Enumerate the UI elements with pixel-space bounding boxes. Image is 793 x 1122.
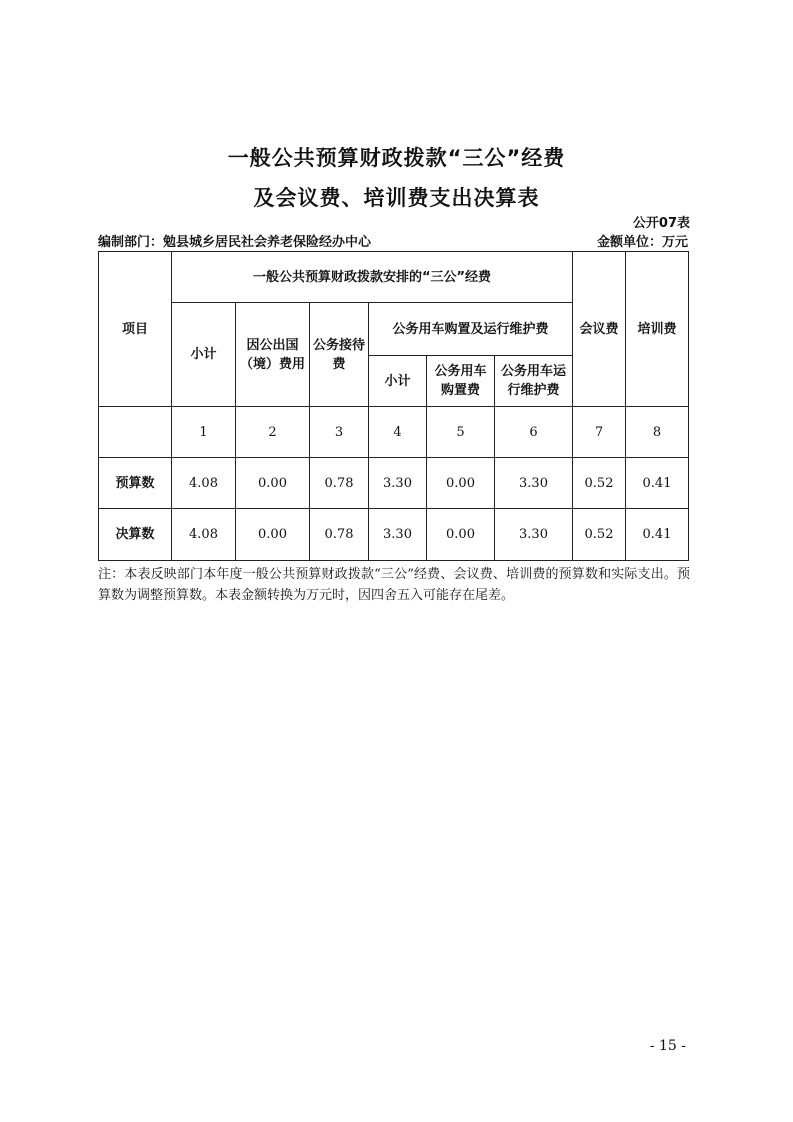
table-note: 注：本表反映部门本年度一般公共预算财政拨款“三公”经费、会议费、培训费的预算数和实际支出。预算数为调整预算数。本表金额转换为万元时，因四舍五入可能存在尾差。 bbox=[98, 567, 690, 603]
cell-value: 0.52 bbox=[573, 458, 626, 509]
cell-value: 0.41 bbox=[626, 509, 689, 561]
table-row bbox=[99, 509, 689, 561]
expenditure-table bbox=[98, 251, 689, 561]
table-code: 公开07表 bbox=[632, 216, 690, 231]
header-item: 项目 bbox=[99, 252, 172, 407]
header-vehicle-subtotal: 小计 bbox=[369, 356, 427, 407]
header-three-public: 一般公共预算财政拨款安排的“三公”经费 bbox=[172, 252, 573, 303]
department-label: 编制部门：勉县城乡居民社会养老保险经办中心 bbox=[98, 235, 372, 250]
table-meta bbox=[98, 231, 688, 250]
cell-value: 0.52 bbox=[573, 509, 626, 561]
cell-value: 0.00 bbox=[427, 458, 495, 509]
title-line-2: 及会议费、培训费支出决算表 bbox=[253, 186, 540, 210]
cell-value: 0.00 bbox=[236, 509, 310, 561]
column-number: 1 bbox=[172, 407, 236, 458]
column-number: 5 bbox=[427, 407, 495, 458]
cell-value: 0.00 bbox=[427, 509, 495, 561]
column-number-row bbox=[99, 407, 689, 458]
column-number: 7 bbox=[573, 407, 626, 458]
header-training: 培训费 bbox=[626, 252, 689, 407]
cell-value: 3.30 bbox=[495, 509, 573, 561]
cell-value: 4.08 bbox=[172, 458, 236, 509]
header-abroad: 因公出国（境）费用 bbox=[236, 303, 310, 407]
row-label-budget: 预算数 bbox=[99, 458, 172, 509]
cell-value: 0.78 bbox=[310, 509, 369, 561]
cell-value: 4.08 bbox=[172, 509, 236, 561]
header-subtotal: 小计 bbox=[172, 303, 236, 407]
column-number: 8 bbox=[626, 407, 689, 458]
header-vehicle-purchase: 公务用车购置费 bbox=[427, 356, 495, 407]
cell-value: 3.30 bbox=[369, 509, 427, 561]
header-reception: 公务接待费 bbox=[310, 303, 369, 407]
column-number: 3 bbox=[310, 407, 369, 458]
table-row bbox=[99, 458, 689, 509]
header-meeting: 会议费 bbox=[573, 252, 626, 407]
page-number: - 15 - bbox=[649, 1038, 686, 1054]
cell-value: 0.78 bbox=[310, 458, 369, 509]
cell-value: 0.00 bbox=[236, 458, 310, 509]
title-line-1: 一般公共预算财政拨款“三公”经费 bbox=[227, 146, 566, 170]
cell-value: 3.30 bbox=[495, 458, 573, 509]
header-vehicle-operation: 公务用车运行维护费 bbox=[495, 356, 573, 407]
column-number: 4 bbox=[369, 407, 427, 458]
row-label-actual: 决算数 bbox=[99, 509, 172, 561]
column-number: 6 bbox=[495, 407, 573, 458]
column-number-blank bbox=[99, 407, 172, 458]
amount-unit-label: 金额单位：万元 bbox=[596, 235, 688, 250]
cell-value: 3.30 bbox=[369, 458, 427, 509]
header-vehicle-group: 公务用车购置及运行维护费 bbox=[369, 303, 573, 356]
cell-value: 0.41 bbox=[626, 458, 689, 509]
column-number: 2 bbox=[236, 407, 310, 458]
